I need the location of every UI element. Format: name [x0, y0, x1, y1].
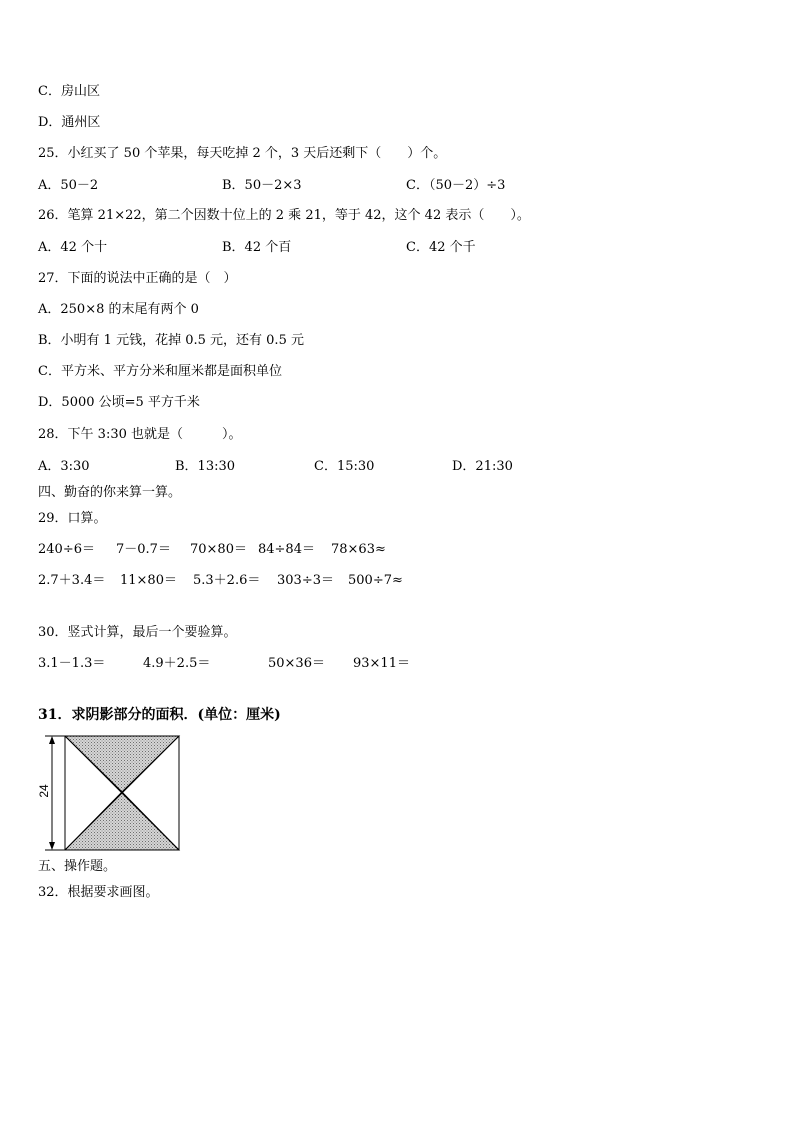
section-4-title: 四、勤奋的你来算一算。 [38, 485, 182, 500]
calc-29-1-5: 78×63≈ [331, 542, 386, 557]
section-5-title: 五、操作题。 [38, 859, 117, 874]
calc-30-3: 50×36＝ [268, 656, 325, 671]
option-27d: D．5000 公顷=5 平方千米 [38, 395, 200, 410]
shaded-bottom-triangle [65, 792, 179, 850]
option-25c: C．（50－2）÷3 [406, 178, 506, 193]
option-24d: D．通州区 [38, 115, 101, 130]
question-30: 30．竖式计算，最后一个要验算。 [38, 625, 237, 640]
calc-29-2-1: 2.7＋3.4＝ [38, 573, 106, 588]
calc-29-1-4: 84÷84＝ [258, 542, 315, 557]
calc-29-2-5: 500÷7≈ [348, 573, 403, 588]
shaded-area-figure [37, 733, 182, 853]
question-31: 31．求阴影部分的面积．(单位：厘米) [38, 707, 281, 723]
option-28a: A．3:30 [38, 459, 90, 474]
calc-30-2: 4.9＋2.5＝ [143, 656, 211, 671]
option-27c: C．平方米、平方分米和厘米都是面积单位 [38, 364, 282, 379]
question-32: 32．根据要求画图。 [38, 885, 159, 900]
option-28d: D．21:30 [452, 459, 513, 474]
calc-29-2-3: 5.3＋2.6＝ [193, 573, 261, 588]
calc-30-1: 3.1－1.3＝ [38, 656, 106, 671]
dimension-arrow-bottom [49, 842, 55, 850]
option-27b: B．小明有 1 元钱，花掉 0.5 元，还有 0.5 元 [38, 333, 304, 348]
question-28: 28．下午 3:30 也就是（ ）。 [38, 427, 242, 442]
calc-29-2-2: 11×80＝ [120, 573, 177, 588]
dimension-label: 24 [37, 784, 51, 798]
calc-30-4: 93×11＝ [353, 656, 410, 671]
option-28b: B．13:30 [175, 459, 236, 474]
calc-29-1-1: 240÷6＝ [38, 542, 95, 557]
calc-29-2-4: 303÷3＝ [277, 573, 334, 588]
dimension-arrow-top [49, 736, 55, 744]
calc-29-1-3: 70×80＝ [190, 542, 247, 557]
question-25: 25．小红买了 50 个苹果，每天吃掉 2 个，3 天后还剩下（ ）个。 [38, 146, 447, 161]
option-28c: C．15:30 [314, 459, 375, 474]
option-25b: B．50－2×3 [222, 178, 302, 193]
question-26: 26．笔算 21×22，第二个因数十位上的 2 乘 21，等于 42，这个 42 表示（ ）。 [38, 208, 530, 223]
shaded-top-triangle [65, 736, 179, 792]
question-27: 27．下面的说法中正确的是（ ） [38, 271, 237, 286]
option-26c: C．42 个千 [406, 240, 476, 255]
bowtie-figure-svg [37, 733, 182, 853]
question-29: 29．口算。 [38, 511, 107, 526]
option-25a: A．50－2 [38, 178, 99, 193]
calc-29-1-2: 7－0.7＝ [116, 542, 171, 557]
option-27a: A．250×8 的末尾有两个 0 [38, 302, 199, 317]
option-26b: B．42 个百 [222, 240, 292, 255]
option-26a: A．42 个十 [38, 240, 108, 255]
option-24c: C．房山区 [38, 84, 100, 99]
